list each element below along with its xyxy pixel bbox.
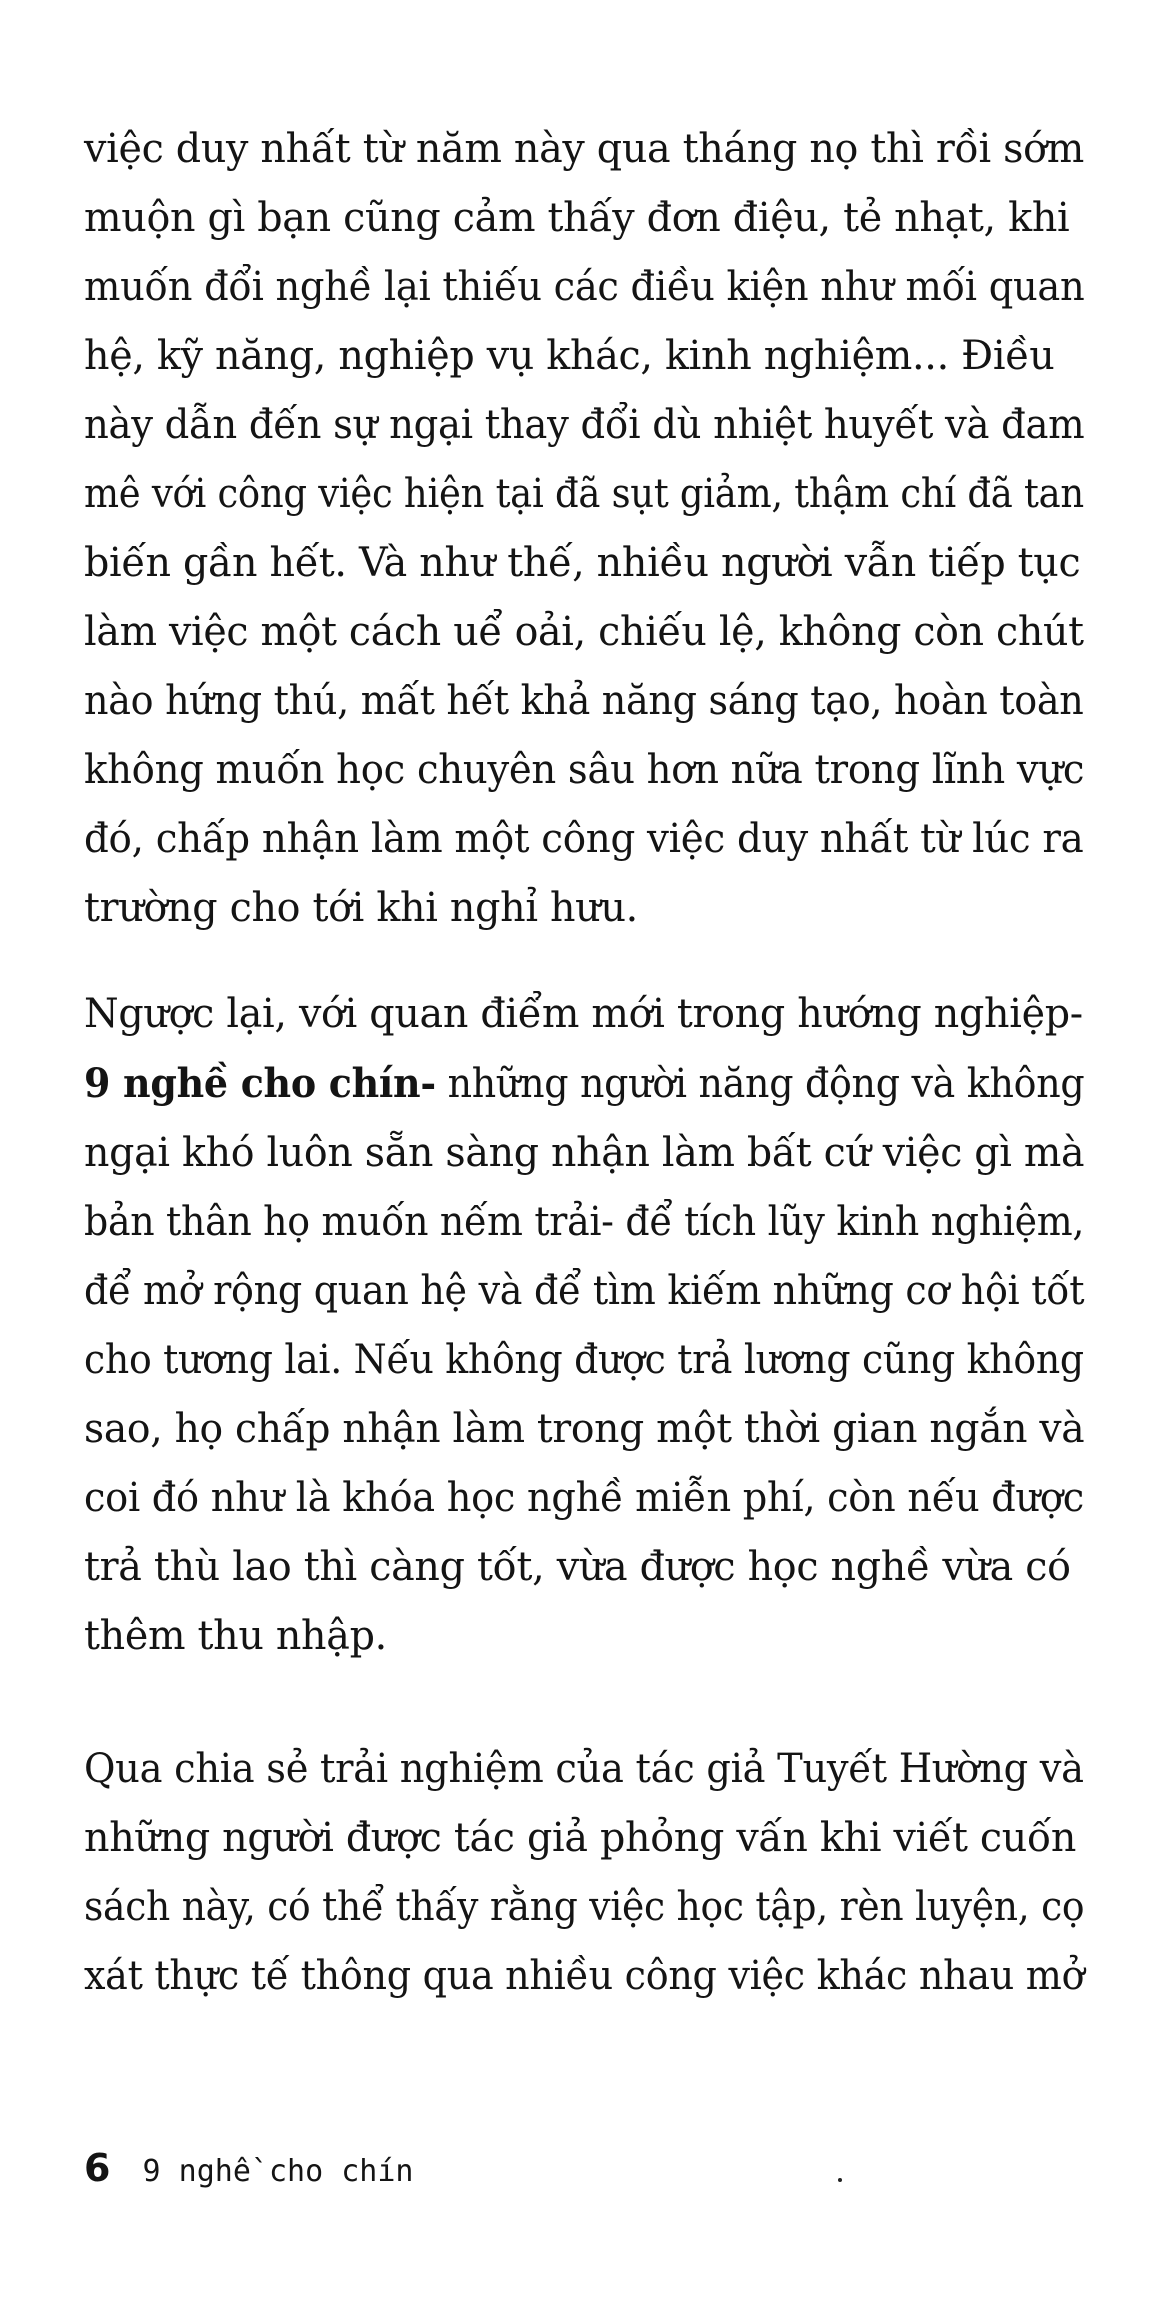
text-line: làm việc một cách uể oải, chiếu lệ, không còn chút — [84, 609, 1084, 655]
text-line: hệ, kỹ năng, nghiệp vụ khác, kinh nghiệm... Điều — [84, 333, 1055, 379]
text-line: sao, họ chấp nhận làm trong một thời gian ngắn và — [84, 1406, 1085, 1452]
text-line: sách này, có thể thấy rằng việc học tập, rèn luyện, cọ — [84, 1884, 1085, 1930]
text-line: muốn đổi nghề lại thiếu các điều kiện như mối quan — [84, 264, 1085, 310]
text-line: này dẫn đến sự ngại thay đổi dù nhiệt huyết và đam — [84, 402, 1085, 448]
bold-book-title: 9 nghề cho chín- — [84, 1060, 436, 1107]
paragraph-2 — [84, 980, 1094, 1671]
text-line: Qua chia sẻ trải nghiệm của tác giả Tuyết Hường và — [84, 1746, 1084, 1792]
text-line: Ngược lại, với quan điểm mới trong hướng nghiệp- — [84, 991, 1083, 1037]
text-line: thêm thu nhập. — [84, 1613, 387, 1659]
text-line: việc duy nhất từ năm này qua tháng nọ thì rồi sớm — [84, 126, 1084, 172]
page-footer — [84, 2148, 413, 2192]
text-line: biến gần hết. Và như thế, nhiều người vẫn tiếp tục — [84, 540, 1081, 586]
text-line: trả thù lao thì càng tốt, vừa được học nghề vừa có — [84, 1544, 1071, 1590]
text-line: nào hứng thú, mất hết khả năng sáng tạo, hoàn toàn — [84, 678, 1084, 724]
text-line: trường cho tới khi nghỉ hưu. — [84, 885, 638, 931]
text-line: ngại khó luôn sẵn sàng nhận làm bất cứ việc gì mà — [84, 1130, 1085, 1176]
paragraph-1 — [84, 115, 1094, 943]
print-speck — [838, 2178, 842, 2182]
page-number: 6 — [84, 2146, 111, 2190]
text-line: cho tương lai. Nếu không được trả lương cũng không — [84, 1337, 1084, 1383]
text-line: muộn gì bạn cũng cảm thấy đơn điệu, tẻ nhạt, khi — [84, 195, 1070, 241]
text-line-rest: những người năng động và không — [435, 1061, 1085, 1107]
text-line: đó, chấp nhận làm một công việc duy nhất từ lúc ra — [84, 816, 1084, 862]
text-line: những người được tác giả phỏng vấn khi viết cuốn — [84, 1815, 1077, 1861]
text-line-with-bold — [84, 1049, 1085, 1119]
paragraph-3 — [84, 1735, 1094, 2011]
running-title: 9 nghề cho chín — [142, 2154, 414, 2189]
text-line: xát thực tế thông qua nhiều công việc khác nhau mở — [84, 1953, 1085, 1999]
text-line: mê với công việc hiện tại đã sụt giảm, thậm chí đã tan — [84, 471, 1084, 517]
text-line: bản thân họ muốn nếm trải- để tích lũy kinh nghiệm, — [84, 1199, 1085, 1245]
text-line: coi đó như là khóa học nghề miễn phí, còn nếu được — [84, 1475, 1084, 1521]
text-line: để mở rộng quan hệ và để tìm kiếm những cơ hội tốt — [84, 1268, 1085, 1314]
text-line: không muốn học chuyên sâu hơn nữa trong lĩnh vực — [84, 747, 1085, 793]
